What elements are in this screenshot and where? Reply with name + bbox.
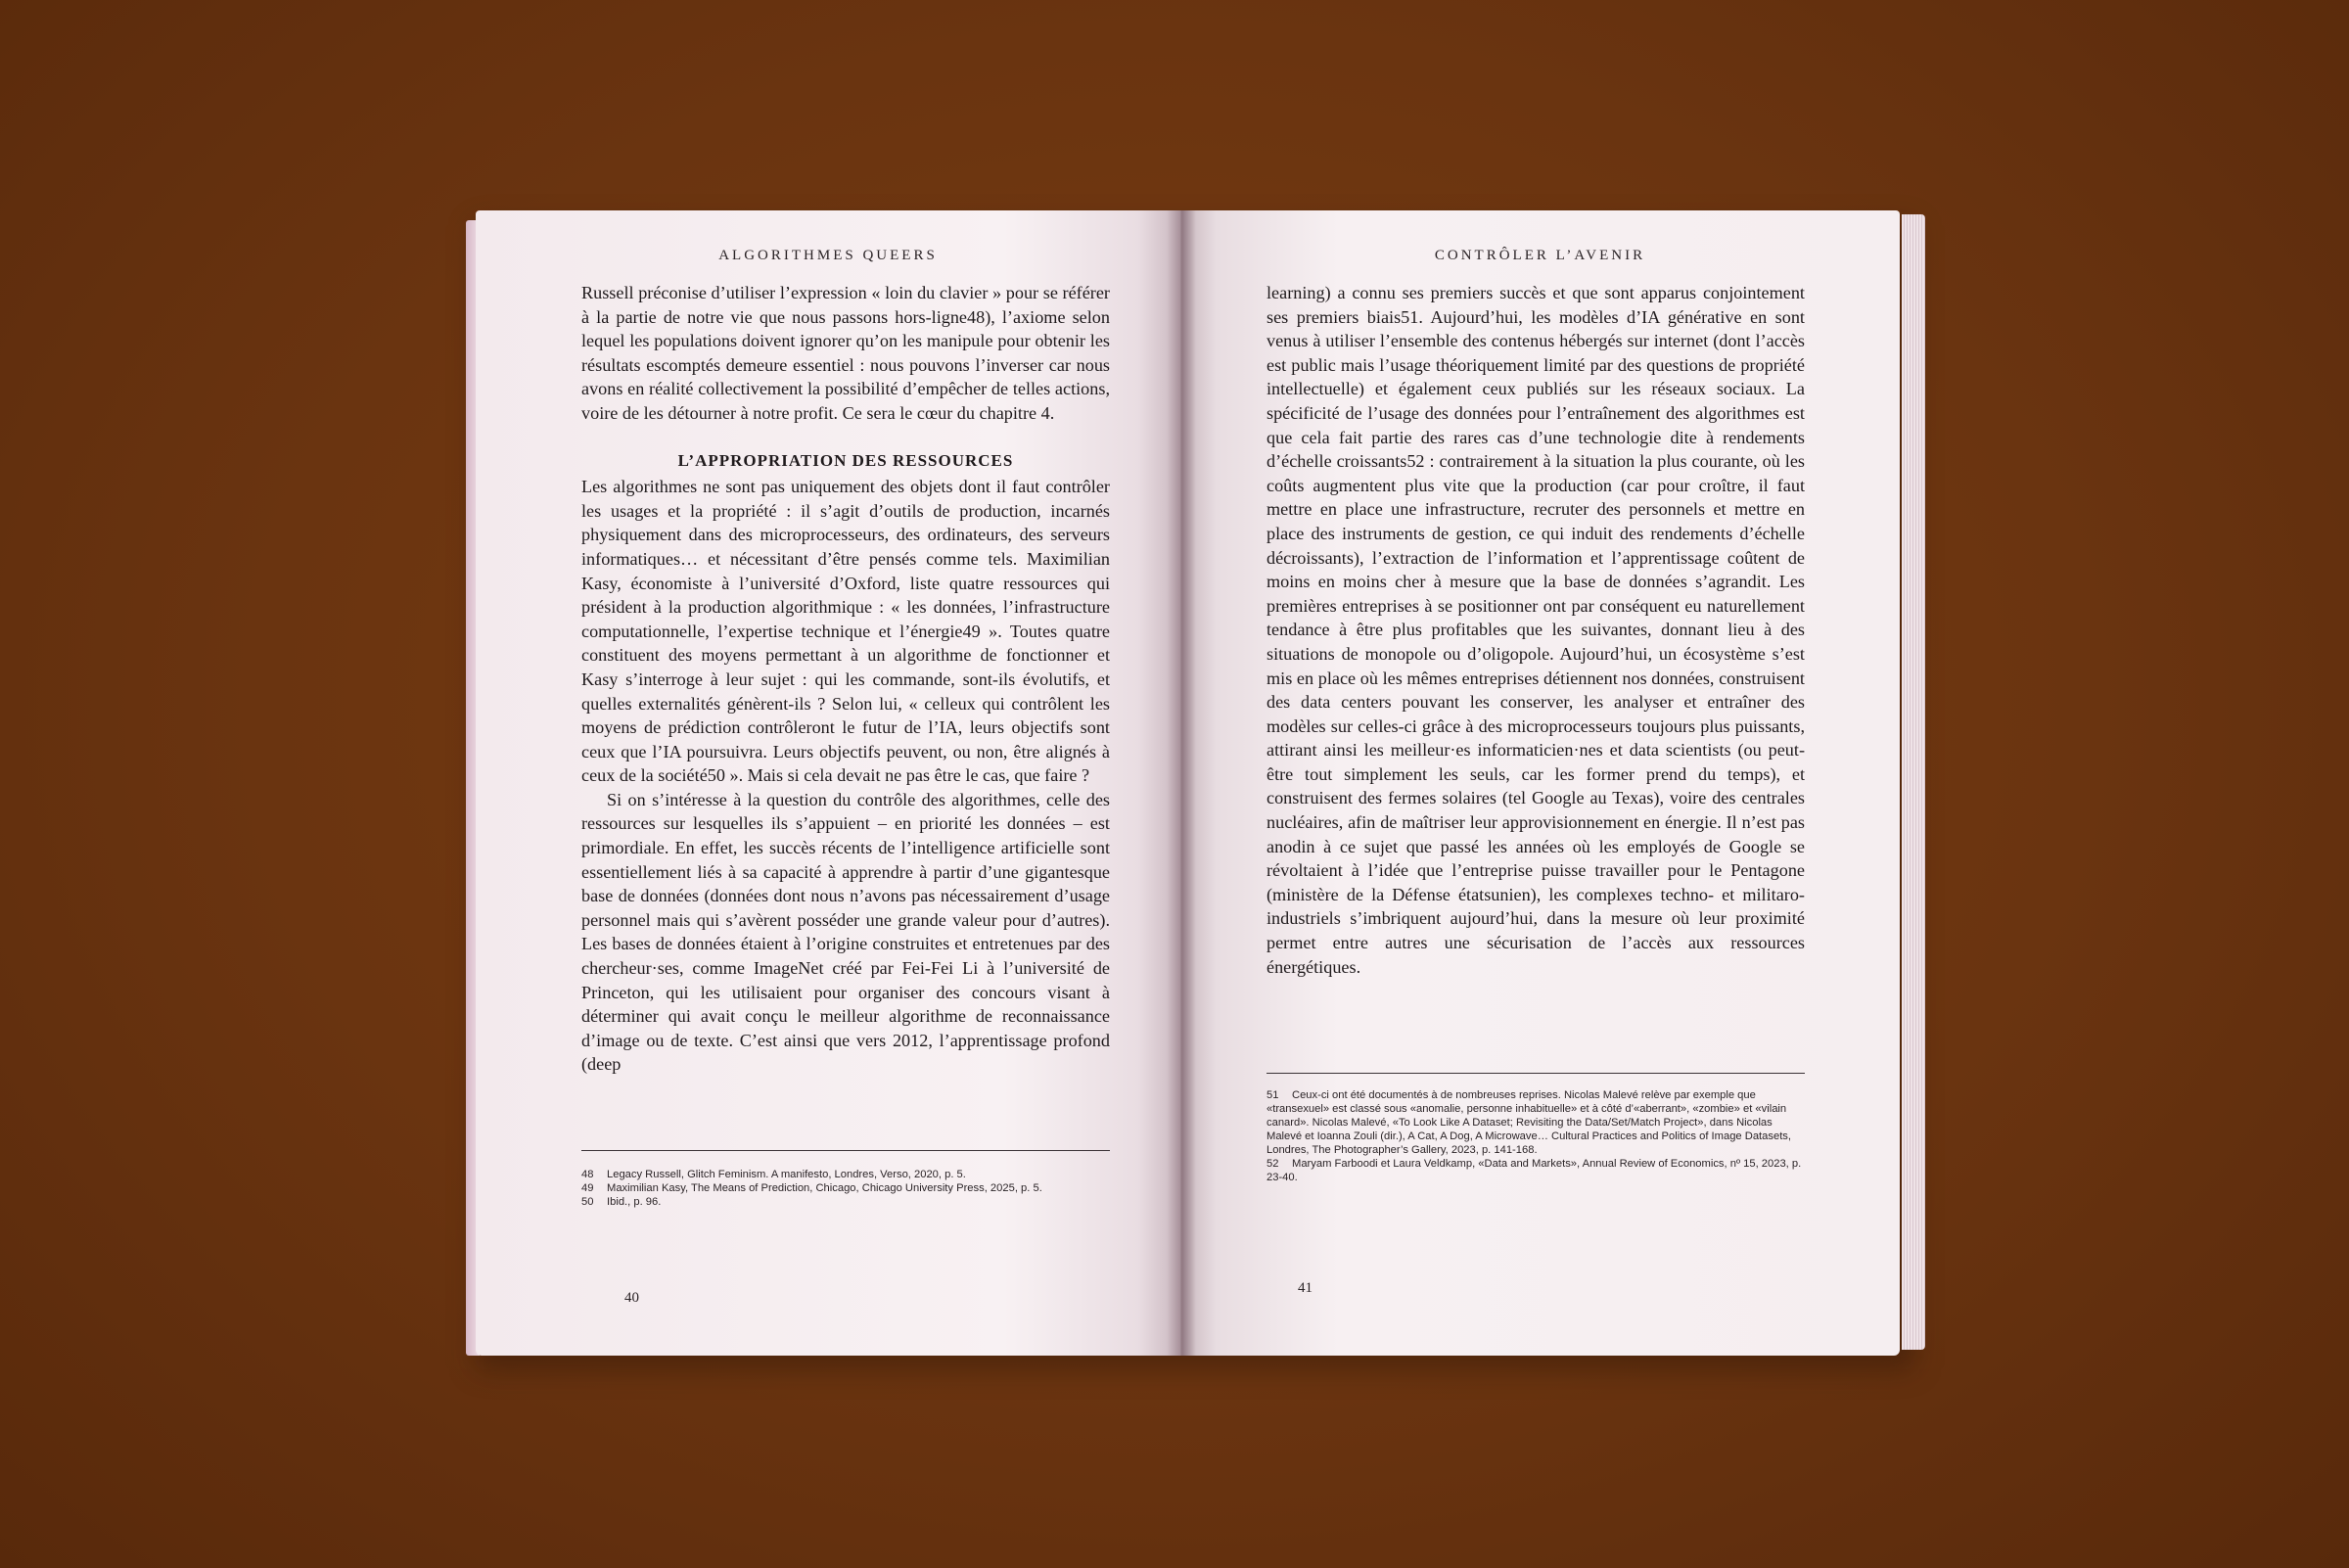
footnote: 50 Ibid., p. 96. (581, 1196, 662, 1208)
footnote-rule (1267, 1073, 1805, 1074)
right-footnotes (1267, 1088, 1805, 1184)
running-head-right: CONTRÔLER L’AVENIR (1434, 248, 1646, 263)
left-page (476, 210, 1180, 1356)
section-title: L’APPROPRIATION DES RESSOURCES (677, 450, 1014, 470)
page-number-right: 41 (1298, 1280, 1313, 1296)
footnote: 48 Legacy Russell, Glitch Feminism. A manifesto, Londres, Verso, 2020, p. 5. (581, 1169, 966, 1180)
right-page (1180, 210, 1900, 1356)
left-footnotes (581, 1168, 1110, 1209)
page-number-left: 40 (624, 1290, 639, 1306)
book-gutter (1167, 210, 1196, 1356)
open-book (470, 210, 1913, 1365)
footnote: 49 Maximilian Kasy, The Means of Prediction, Chicago, Chicago University Press, 2025, p. 5. (581, 1182, 1042, 1194)
page-edges-right (1902, 214, 1925, 1350)
paragraph: learning) a connu ses premiers succès et que sont apparus conjointement ses premiers biais51. Aujourd’hui, les modèles d’IA générative en sont venus à utiliser l’ensemble des contenus hébergés sur internet (dont l’accès est public mais l’usage théoriquement limité par des questions de propriété intellectuelle) et également ceux publiés sur les réseaux sociaux. La spécificité de l’usage des données pour l’entraînement des algorithmes est que cela fait partie des rares cas d’une technologie dite à rendements d’échelle croissants52 : contrairement à la situation la plus courante, où les coûts augmentent plus vite que la production (car pour croître, il faut mettre en place une infrastructure, recruter des personnels et mettre en place des instruments de gestion, ce qui induit des rendements d’échelle décroissants), l’extraction de l’information et l’apprentissage coûtent de moins en moins cher à mesure que la base de données s’agrandit. Les premières entreprises à se positionner ont par conséquent eu naturellement tendance à être plus profitables que les suivantes, donnant lieu à des situations de monopole ou d’oligopole. Aujourd’hui, un écosystème s’est mis en place où les mêmes entreprises détiennent nos données, construisent des data centers pouvant les conserver, les analyser et entraîner des modèles sur celles-ci grâce à des microprocesseurs toujours plus puissants, attirant ainsi les meilleur·es informaticien·nes et data scientists (ou peut-être tout simplement les seuls, car les former prend du temps), et construisent des fermes solaires (tel Google au Texas), voire des centrales nucléaires, afin de maîtriser leur approvisionnement en énergie. Il n’est pas anodin à ce sujet que passé les années où les employés de Google se révoltaient à l’idée que l’entreprise puisse travailler pour le Pentagone (ministère de la Défense étatsunien), les complexes techno- et militaro-industriels s’imbriquent aujourd’hui, dans la mesure où leur proximité permet entre autres une sécurisation de l’accès aux ressources énergétiques. (1267, 283, 1805, 977)
running-head-left: ALGORITHMES QUEERS (718, 248, 938, 263)
paragraph: Russell préconise d’utiliser l’expression « loin du clavier » pour se référer à la partie de notre vie que nous passons hors-ligne48), l’axiome selon lequel les populations doivent ignorer qu’on les manipule pour obtenir les résultats escomptés demeure essentiel : nous pouvons l’inverser car nous avons en réalité collectivement la possibilité d’empêcher de telles actions, voire de les détourner à notre profit. Ce sera le cœur du chapitre 4. (581, 283, 1110, 423)
footnote: 52 Maryam Farboodi et Laura Veldkamp, «Data and Markets», Annual Review of Economics, nº 15, 2023, p. 23-40. (1267, 1158, 1802, 1183)
left-body-text (581, 281, 1110, 1077)
right-body-text (1267, 281, 1805, 979)
footnote-rule (581, 1150, 1110, 1151)
paragraph: Si on s’intéresse à la question du contrôle des algorithmes, celle des ressources sur lesquelles ils s’appuient – en priorité les données – est primordiale. En effet, les succès récents de l’intelligence artificielle sont essentiellement liés à sa capacité à apprendre à partir d’une gigantesque base de données (données dont nous n’avons pas nécessairement d’usage personnel mais qui s’avèrent posséder une grande valeur pour d’autres). Les bases de données étaient à l’origine construites et entretenues par des chercheur·ses, comme ImageNet créé par Fei-Fei Li à l’université de Princeton, qui les utilisaient pour organiser des concours visant à déterminer qui avait conçu le meilleur algorithme de reconnaissance d’image ou de texte. C’est ainsi que vers 2012, l’apprentissage profond (deep (581, 789, 1110, 1075)
footnote: 51 Ceux-ci ont été documentés à de nombreuses reprises. Nicolas Malevé relève par exemple que «transexuel» est classé sous «anomalie, personne inhabituelle» et à côté d’«aberrant», «zombie» et «vilain canard». Nicolas Malevé, «To Look Like A Dataset; Revisiting the Data/Set/Match Project», dans Nicolas Malevé et Ioanna Zouli (dir.), A Cat, A Dog, A Microwave… Cultural Practices and Politics of Image Datasets, Londres, The Photographer’s Gallery, 2023, p. 141-168. (1267, 1089, 1792, 1156)
paragraph: Les algorithmes ne sont pas uniquement des objets dont il faut contrôler les usages et la propriété : il s’agit d’outils de production, incarnés physiquement dans des microprocesseurs, des ordinateurs, des serveurs informatiques… et nécessitant d’être pensés comme tels. Maximilian Kasy, économiste à l’université d’Oxford, liste quatre ressources qui président à la production algorithmique : « les données, l’infrastructure computationnelle, l’expertise technique et l’énergie49 ». Toutes quatre constituent des moyens permettant à un algorithme de fonctionner et Kasy s’interroge à leur sujet : qui les commande, sont-ils évolutifs, et quelles externalités génèrent-ils ? Selon lui, « celleux qui contrôlent les moyens de prédiction contrôleront le futur de l’IA, leurs objectifs sont ceux que l’IA poursuivra. Leurs objectifs peuvent, ou non, être alignés à ceux de la société50 ». Mais si cela devait ne pas être le cas, que faire ? (581, 477, 1110, 786)
